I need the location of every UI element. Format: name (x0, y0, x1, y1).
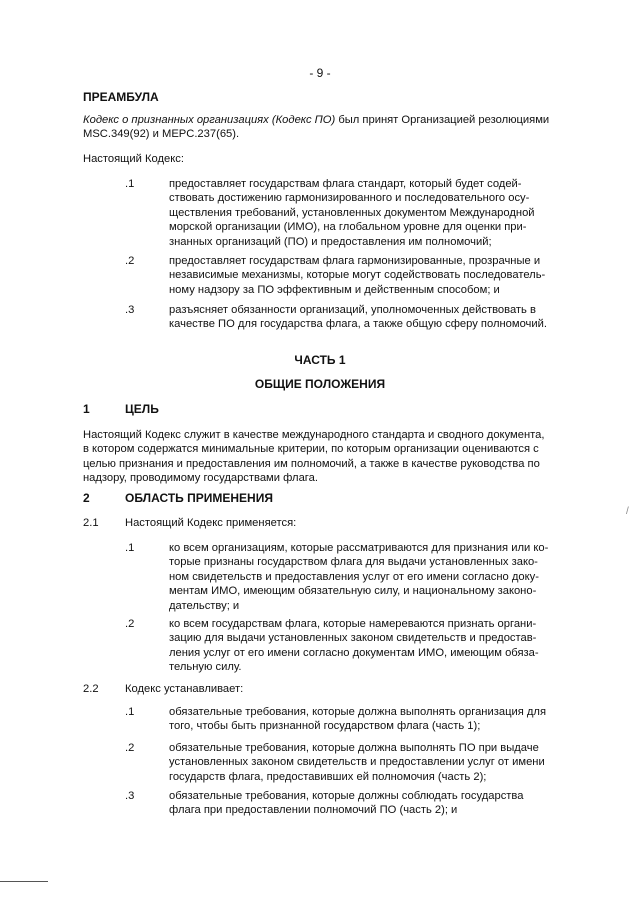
section-number: 1 (83, 402, 90, 416)
part-title: ЧАСТЬ 1 (294, 353, 346, 367)
line: ному надзору за ПО эффективным и действенным способом; и (169, 283, 500, 296)
requirement-item-num: .2 (125, 742, 135, 754)
subsection-lead: Кодекс устанавливает: (125, 683, 244, 695)
requirement-item-num: .3 (125, 790, 135, 802)
line: государств флага, предоставивших ей полномочия (часть 2); (169, 770, 487, 783)
line: торые признаны государством флага для выдачи установленных зако- (169, 556, 538, 569)
line: ления услуг от его имени согласно документам ИМО, имеющим обяза- (169, 646, 539, 659)
preamble-item-num: .3 (125, 304, 135, 316)
scope-item-num: .2 (125, 618, 135, 630)
line: качестве ПО для государства флага, а также общую сферу полномочий. (169, 318, 547, 331)
line: ствовать достижению гармонизированного и последовательного осу- (169, 192, 530, 205)
line: ко всем организациям, которые рассматриваются для признания или ко- (169, 542, 549, 554)
line: Настоящий Кодекс служит в качестве международного стандарта и сводного документа, (83, 429, 545, 441)
line: дательству; и (169, 599, 240, 612)
subsection-number: 2.1 (83, 517, 99, 529)
line: того, чтобы быть признанной государством флага (часть 1); (169, 720, 481, 733)
line: установленных законом свидетельств и предоставлении услуг от имени (169, 756, 545, 769)
line: зацию для выдачи установленных законом свидетельств и предостав- (169, 632, 537, 645)
page-number: - 9 - (309, 66, 331, 80)
section-number: 2 (83, 491, 90, 505)
section-title: ОБЛАСТЬ ПРИМЕНЕНИЯ (125, 491, 273, 505)
preamble-title: ПРЕАМБУЛА (83, 90, 159, 104)
subsection-number: 2.2 (83, 683, 99, 695)
requirement-item-num: .1 (125, 706, 135, 718)
line: в котором содержатся минимальные критерии, по которым организации оцениваются с (83, 443, 539, 456)
code-name-italic: Кодекс о признанных организациях (Кодекс ПО) (83, 114, 336, 126)
line: предоставляет государствам флага стандарт, который будет содей- (169, 178, 522, 190)
preamble-item-num: .2 (125, 255, 135, 267)
line: надзору, проводимому государствами флага. (83, 472, 318, 485)
preamble-item (169, 254, 558, 297)
line: независимые механизмы, которые могут содействовать последователь- (169, 269, 546, 282)
preamble-intro (83, 113, 558, 142)
requirement-item (169, 741, 558, 784)
line: разъясняет обязанности организаций, уполномоченных действовать в (169, 304, 536, 316)
line: морской организации (ИМО), на глобальном уровне для оценки при- (169, 221, 527, 234)
scope-item (169, 617, 558, 675)
code-lead: Настоящий Кодекс: (83, 153, 184, 165)
preamble-item-num: .1 (125, 178, 135, 190)
intro-rest: был принят Организацией резолюциями (335, 114, 550, 126)
section-title: ЦЕЛЬ (125, 402, 159, 416)
line: обязательные требования, которые должна выполнять организация для (169, 706, 547, 718)
line: ментам ИМО, имеющим обязательную силу, и национальному законо- (169, 585, 537, 598)
line: флага при предоставлении полномочий ПО (часть 2); и (169, 804, 458, 817)
preamble-item (169, 177, 558, 249)
requirement-item (169, 789, 558, 818)
line: обязательные требования, которые должны соблюдать государства (169, 790, 524, 802)
scope-item-num: .1 (125, 542, 135, 554)
line: знанных организаций (ПО) и предоставления им полномочий; (169, 235, 492, 248)
intro-line2: MSC.349(92) и MEPC.237(65). (83, 128, 240, 141)
subsection-lead: Настоящий Кодекс применяется: (125, 517, 297, 529)
requirement-item (169, 705, 558, 734)
line: предоставляет государствам флага гармонизированные, прозрачные и (169, 255, 541, 267)
section1-paragraph (83, 428, 558, 486)
line: ном свидетельств и предоставления услуг от его имени согласно доку- (169, 570, 539, 583)
line: ществления требований, установленных документом Международной (169, 206, 535, 219)
scope-item (169, 541, 558, 613)
line: целью признания и предоставления им полномочий, а также в качестве руководства по (83, 457, 540, 470)
footer-rule (0, 881, 48, 882)
line: ко всем государствам флага, которые намереваются признать органи- (169, 618, 537, 630)
line: тельную силу. (169, 661, 242, 674)
line: обязательные требования, которые должна выполнять ПО при выдаче (169, 742, 539, 754)
preamble-item (169, 303, 558, 332)
part-subtitle: ОБЩИЕ ПОЛОЖЕНИЯ (254, 377, 386, 391)
margin-mark: / (626, 506, 629, 517)
